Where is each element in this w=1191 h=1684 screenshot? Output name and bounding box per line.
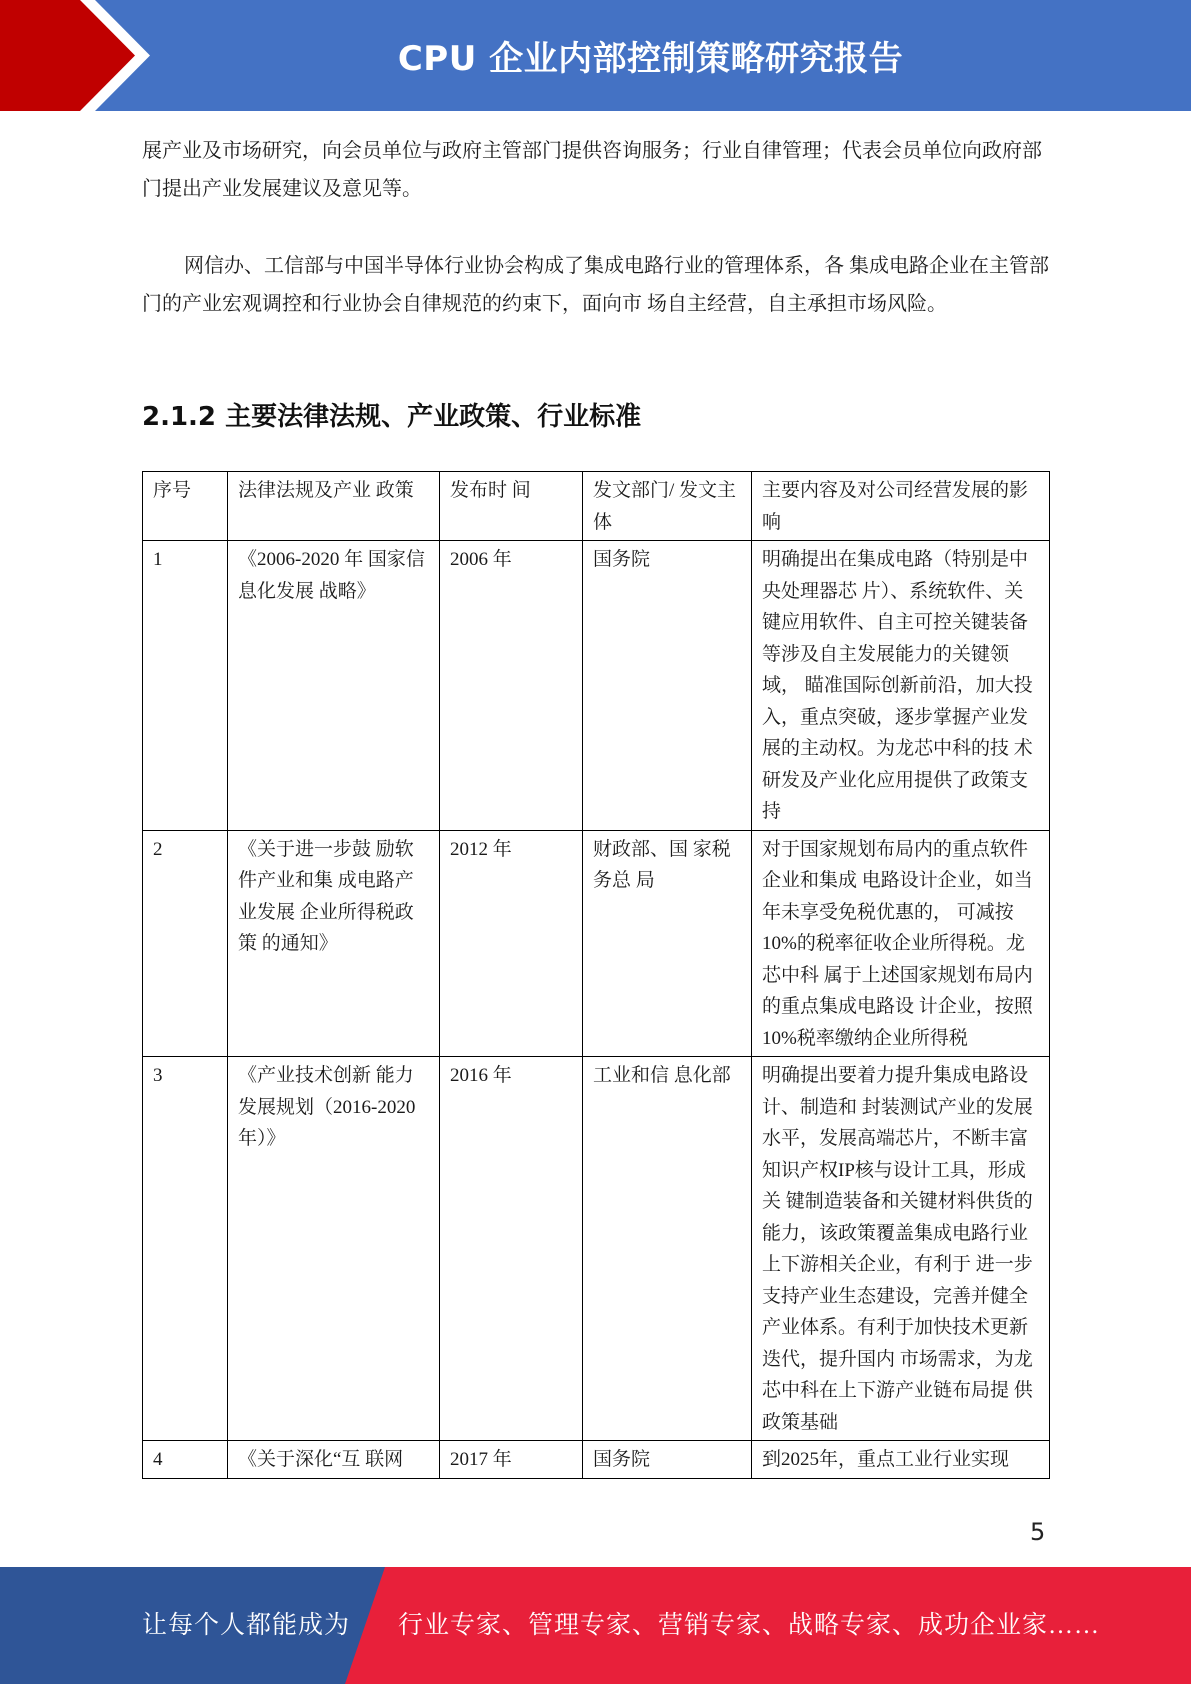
table-row [143,1057,1050,1441]
cell-policy: 《关于深化“互 联网 [228,1441,440,1479]
table-row [143,1441,1050,1479]
table-row [143,830,1050,1057]
cell-date: 2016 年 [440,1057,583,1441]
cell-issuer: 工业和信 息化部 [583,1057,752,1441]
header-cell-content: 主要内容及对公司经营发展的影响 [752,472,1050,541]
header-cell-no: 序号 [143,472,228,541]
table-header-row [143,472,1050,541]
policy-table [142,471,1050,1479]
cell-policy: 《关于进一步鼓 励软件产业和集 成电路产业发展 企业所得税政策 的通知》 [228,830,440,1057]
cell-date: 2006 年 [440,541,583,831]
cell-policy: 《2006-2020 年 国家信息化发展 战略》 [228,541,440,831]
cell-date: 2012 年 [440,830,583,1057]
footer-slogan-left: 让每个人都能成为 [142,1612,351,1639]
header-cell-policy: 法律法规及产业 政策 [228,472,440,541]
cell-content: 明确提出要着力提升集成电路设计、制造和 封装测试产业的发展水平，发展高端芯片，不断丰富知识产权IP核与设计工具，形成关 键制造装备和关键材料供货的能力，该政策覆盖集成电路行业上下游相关企业，有利于 进一步支持产业生态建设，完善并健全产业体系。有利于加快技术更新迭代，提升国内 市场需求，为龙芯中科在上下游产业链布局提 供政策基础 [752,1057,1050,1441]
footer-slogan-right: 行业专家、管理专家、营销专家、战略专家、成功企业家…… [398,1612,1101,1639]
page-footer [0,1567,1191,1684]
cell-issuer: 财政部、国 家税务总 局 [583,830,752,1057]
cell-date: 2017 年 [440,1441,583,1479]
cell-policy: 《产业技术创新 能力发展规划（2016-2020年）》 [228,1057,440,1441]
page-number: 5 [1030,1518,1046,1546]
cell-no: 4 [143,1441,228,1479]
table-row [143,541,1050,831]
section-heading: 2.1.2 主要法律法规、产业政策、行业标准 [142,402,642,432]
cell-no: 1 [143,541,228,831]
cell-issuer: 国务院 [583,1441,752,1479]
cell-no: 3 [143,1057,228,1441]
body-paragraph-1: 展产业及市场研究，向会员单位与政府主管部门提供咨询服务；行业自律管理；代表会员单位向政府部门提出产业发展建议及意见等。 [142,140,1042,200]
cell-content: 明确提出在集成电路（特别是中央处理器芯 片）、系统软件、关键应用软件、自主可控关键装备等涉及自主发展能力的关键领域， 瞄准国际创新前沿，加大投入，重点突破，逐步掌握产业发展的主动权。为龙芯中科的技 术研发及产业化应用提供了政策支持 [752,541,1050,831]
page-header [0,0,1191,111]
cell-no: 2 [143,830,228,1057]
cell-content: 到2025年，重点工业行业实现 [752,1441,1050,1479]
cell-issuer: 国务院 [583,541,752,831]
body-paragraph-2: 网信办、工信部与中国半导体行业协会构成了集成电路行业的管理体系，各 集成电路企业在主管部门的产业宏观调控和行业协会自律规范的约束下，面向市 场自主经营，自主承担市场风险。 [142,255,1049,315]
header-cell-issuer: 发文部门/ 发文主体 [583,472,752,541]
report-title: CPU 企业内部控制策略研究报告 [397,39,904,79]
header-cell-date: 发布时 间 [440,472,583,541]
cell-content: 对于国家规划布局内的重点软件企业和集成 电路设计企业，如当年未享受免税优惠的， 可减按10%的税率征收企业所得税。龙芯中科 属于上述国家规划布局内的重点集成电路设 计企业，按照10%税率缴纳企业所得税 [752,830,1050,1057]
